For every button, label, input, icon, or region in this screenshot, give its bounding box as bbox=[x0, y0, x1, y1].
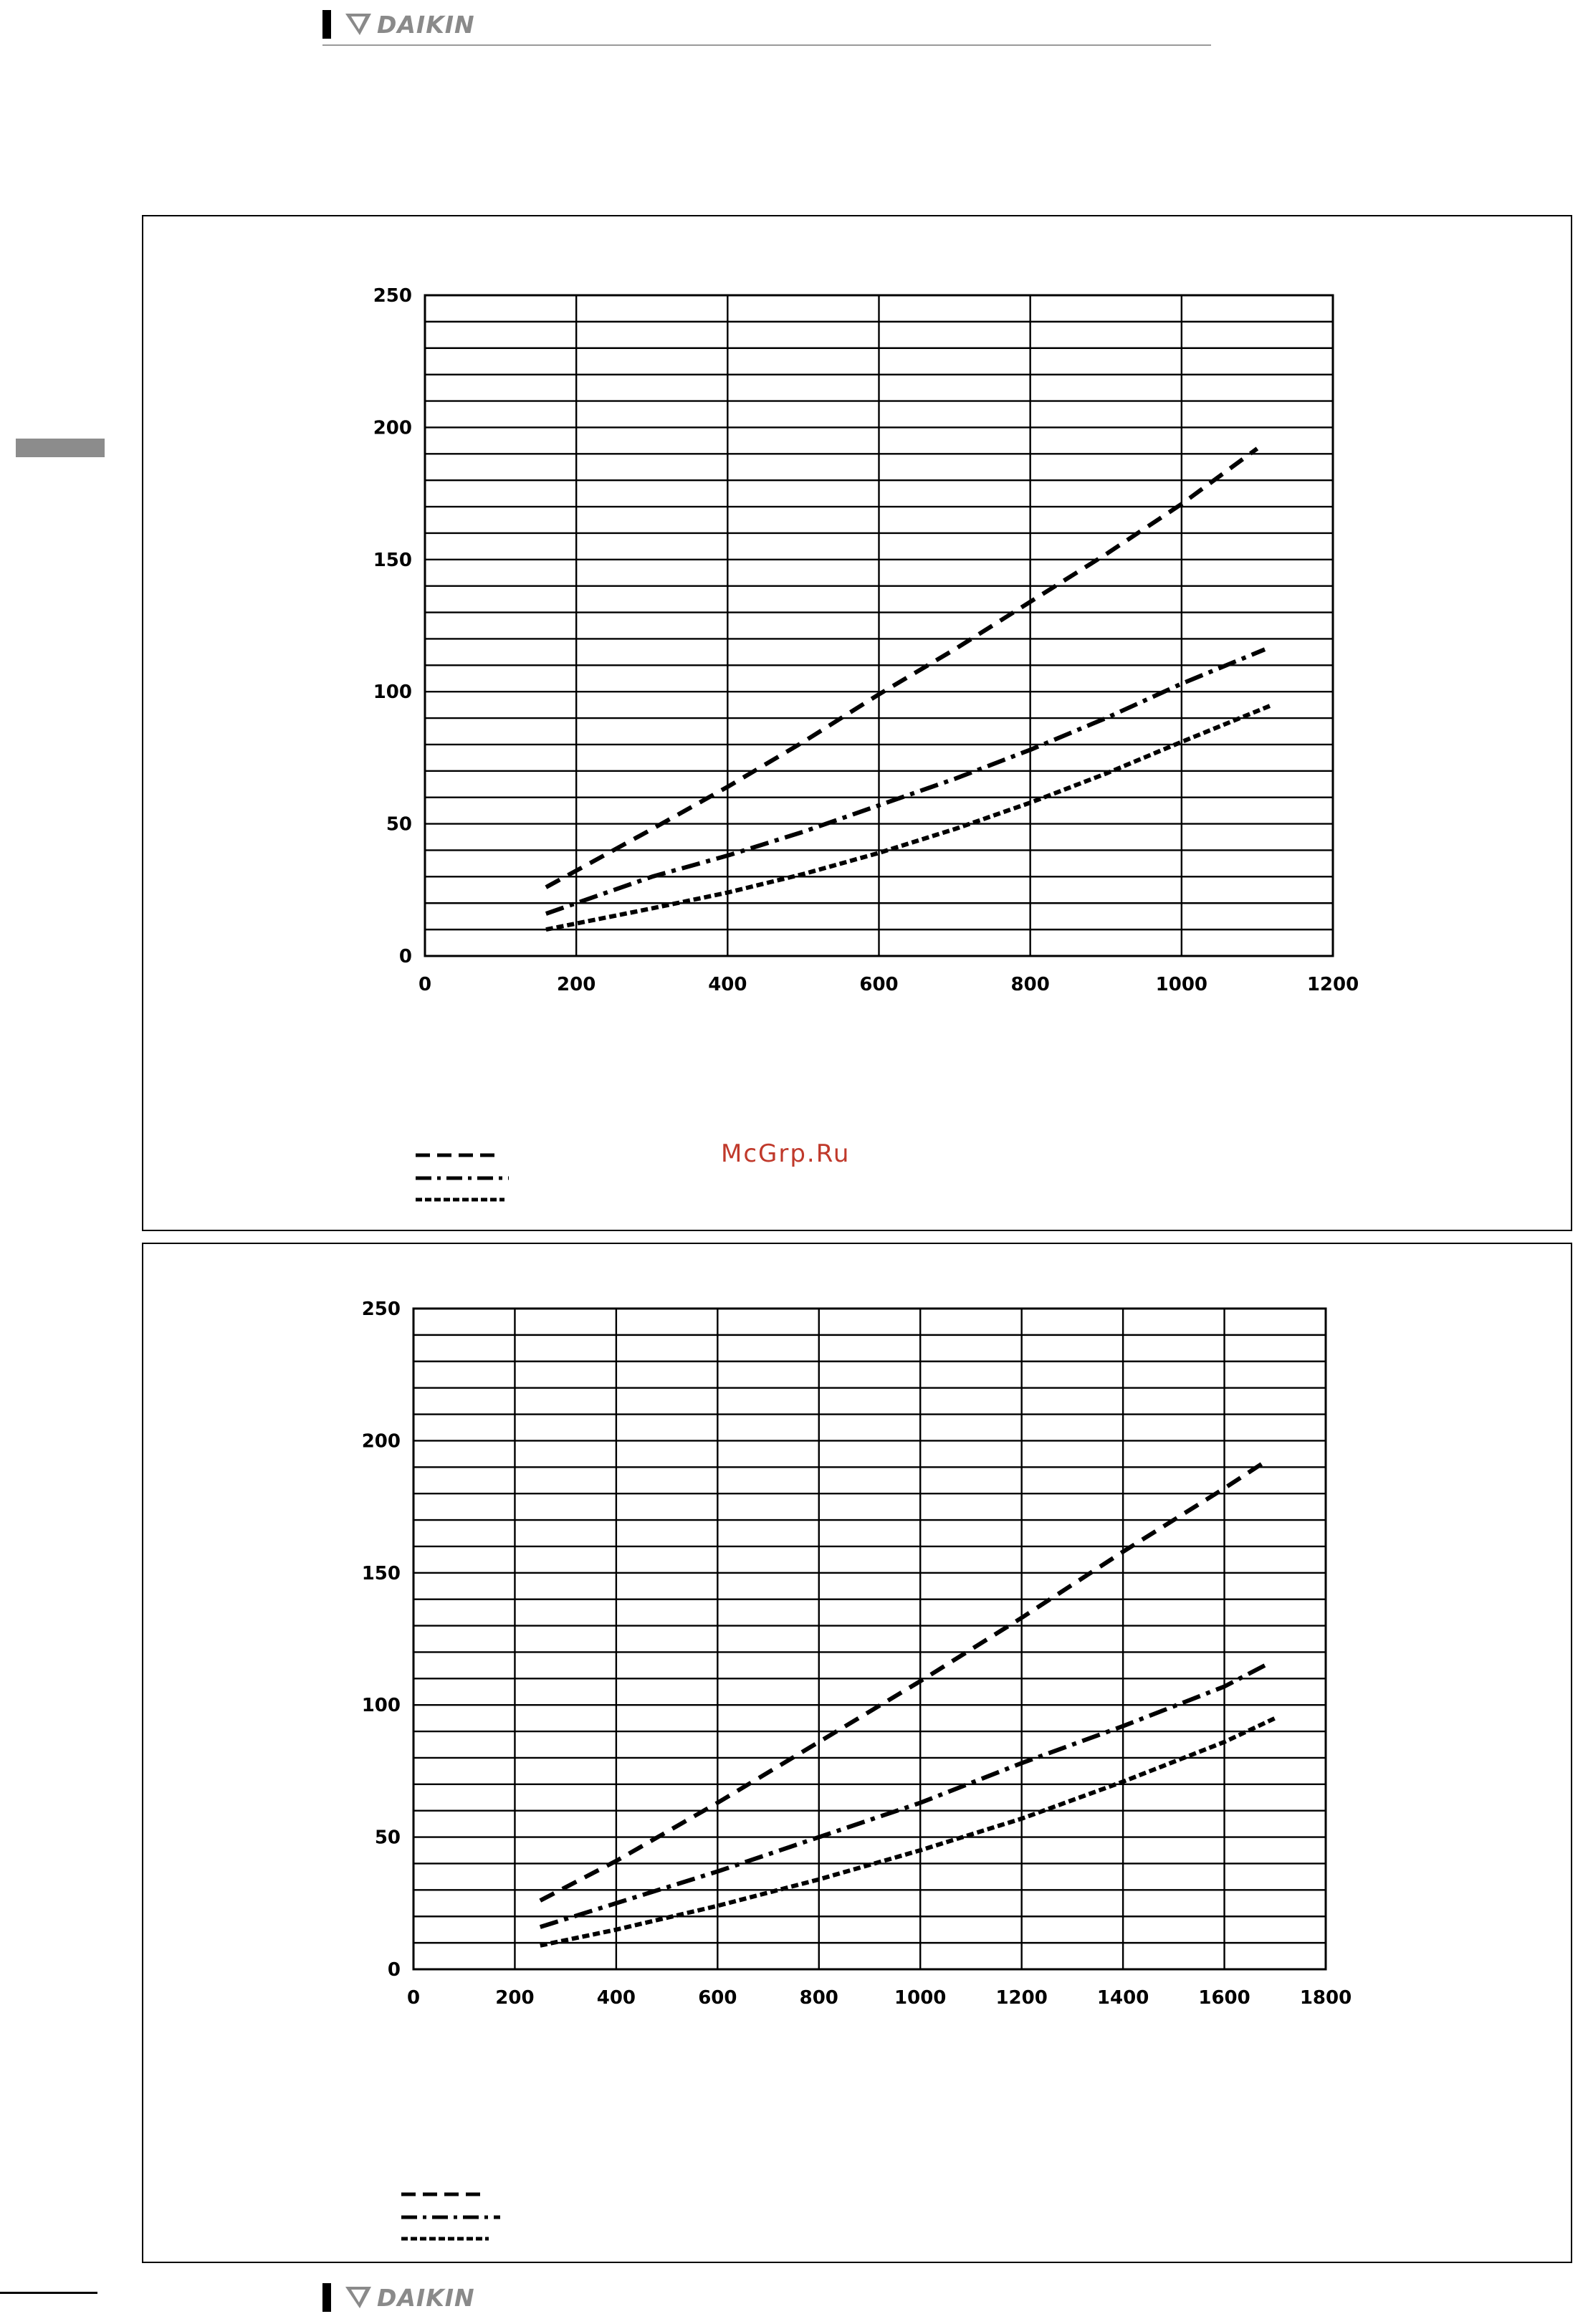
chart-2-x-tick-label: 200 bbox=[495, 1987, 535, 2009]
chart-2-x-tick-label: 1400 bbox=[1096, 1987, 1149, 2009]
chart-1-series-short-dashed bbox=[546, 705, 1273, 930]
chart-1-x-tick-label: 200 bbox=[557, 974, 596, 995]
chart-1-x-tick-label: 800 bbox=[1010, 974, 1050, 995]
chart-2-series-dash-dot bbox=[540, 1663, 1270, 1927]
chart-1-x-tick-label: 600 bbox=[859, 974, 899, 995]
chart-2-y-tick-label: 150 bbox=[361, 1562, 401, 1584]
header-brand-bar bbox=[322, 10, 331, 39]
header-rule bbox=[322, 44, 1211, 46]
daikin-logo-text: DAIKIN bbox=[377, 10, 475, 39]
chart-1-y-tick-label: 200 bbox=[373, 417, 412, 439]
chart-panel-2 bbox=[142, 1243, 1572, 2263]
chart-2-y-tick-label: 250 bbox=[361, 1299, 401, 1320]
footer-daikin-logo-icon bbox=[344, 2285, 373, 2310]
footer-daikin-logo-text: DAIKIN bbox=[377, 2283, 475, 2312]
chart-1-y-tick-label: 0 bbox=[398, 946, 412, 967]
chart-2-x-tick-label: 1800 bbox=[1299, 1987, 1352, 2009]
chart-1-series-dash-dot bbox=[546, 649, 1265, 914]
watermark: McGrp.Ru bbox=[721, 1139, 851, 1168]
header-brand bbox=[322, 10, 1211, 46]
chart-1-y-tick-label: 150 bbox=[373, 549, 412, 571]
chart-1-y-tick-label: 250 bbox=[373, 285, 412, 307]
chart-2-y-tick-label: 0 bbox=[387, 1959, 401, 1981]
chart-1-x-tick-label: 1200 bbox=[1306, 974, 1359, 995]
chart-2-series-short-dashed bbox=[540, 1718, 1276, 1946]
chart-1 bbox=[143, 216, 1571, 1230]
chart-1-x-tick-label: 400 bbox=[708, 974, 747, 995]
chart-2-x-tick-label: 600 bbox=[698, 1987, 737, 2009]
chart-2-x-tick-label: 1200 bbox=[995, 1987, 1048, 2009]
daikin-logo bbox=[344, 10, 475, 39]
chart-2-x-tick-label: 1600 bbox=[1198, 1987, 1250, 2009]
chart-2-x-tick-label: 800 bbox=[799, 1987, 838, 2009]
footer-rule bbox=[0, 2292, 97, 2294]
chart-1-series-dashed bbox=[546, 449, 1258, 887]
chart-1-x-tick-label: 0 bbox=[418, 974, 432, 995]
footer-brand-bar bbox=[322, 2283, 331, 2312]
chart-2-y-tick-label: 50 bbox=[374, 1827, 401, 1849]
chart-2-series-dashed bbox=[540, 1462, 1265, 1900]
footer-brand bbox=[322, 2283, 1211, 2319]
daikin-logo-icon bbox=[344, 12, 373, 37]
chart-1-x-tick-label: 1000 bbox=[1155, 974, 1208, 995]
chart-1-y-tick-label: 50 bbox=[386, 813, 412, 836]
chart-2-plot-frame bbox=[413, 1309, 1326, 1969]
chart-2-y-tick-label: 200 bbox=[361, 1430, 401, 1453]
chart-2-x-tick-label: 1000 bbox=[894, 1987, 947, 2009]
chart-2-x-tick-label: 0 bbox=[406, 1987, 421, 2009]
chart-1-legend bbox=[414, 1148, 529, 1205]
chart-2-y-tick-label: 100 bbox=[361, 1695, 401, 1717]
chart-2-x-tick-label: 400 bbox=[596, 1987, 636, 2009]
side-tab bbox=[16, 439, 105, 457]
chart-panel-1 bbox=[142, 215, 1572, 1231]
footer-daikin-logo bbox=[344, 2283, 475, 2312]
chart-2-legend bbox=[400, 2187, 515, 2244]
chart-2 bbox=[143, 1244, 1571, 2262]
chart-1-y-tick-label: 100 bbox=[373, 682, 412, 704]
